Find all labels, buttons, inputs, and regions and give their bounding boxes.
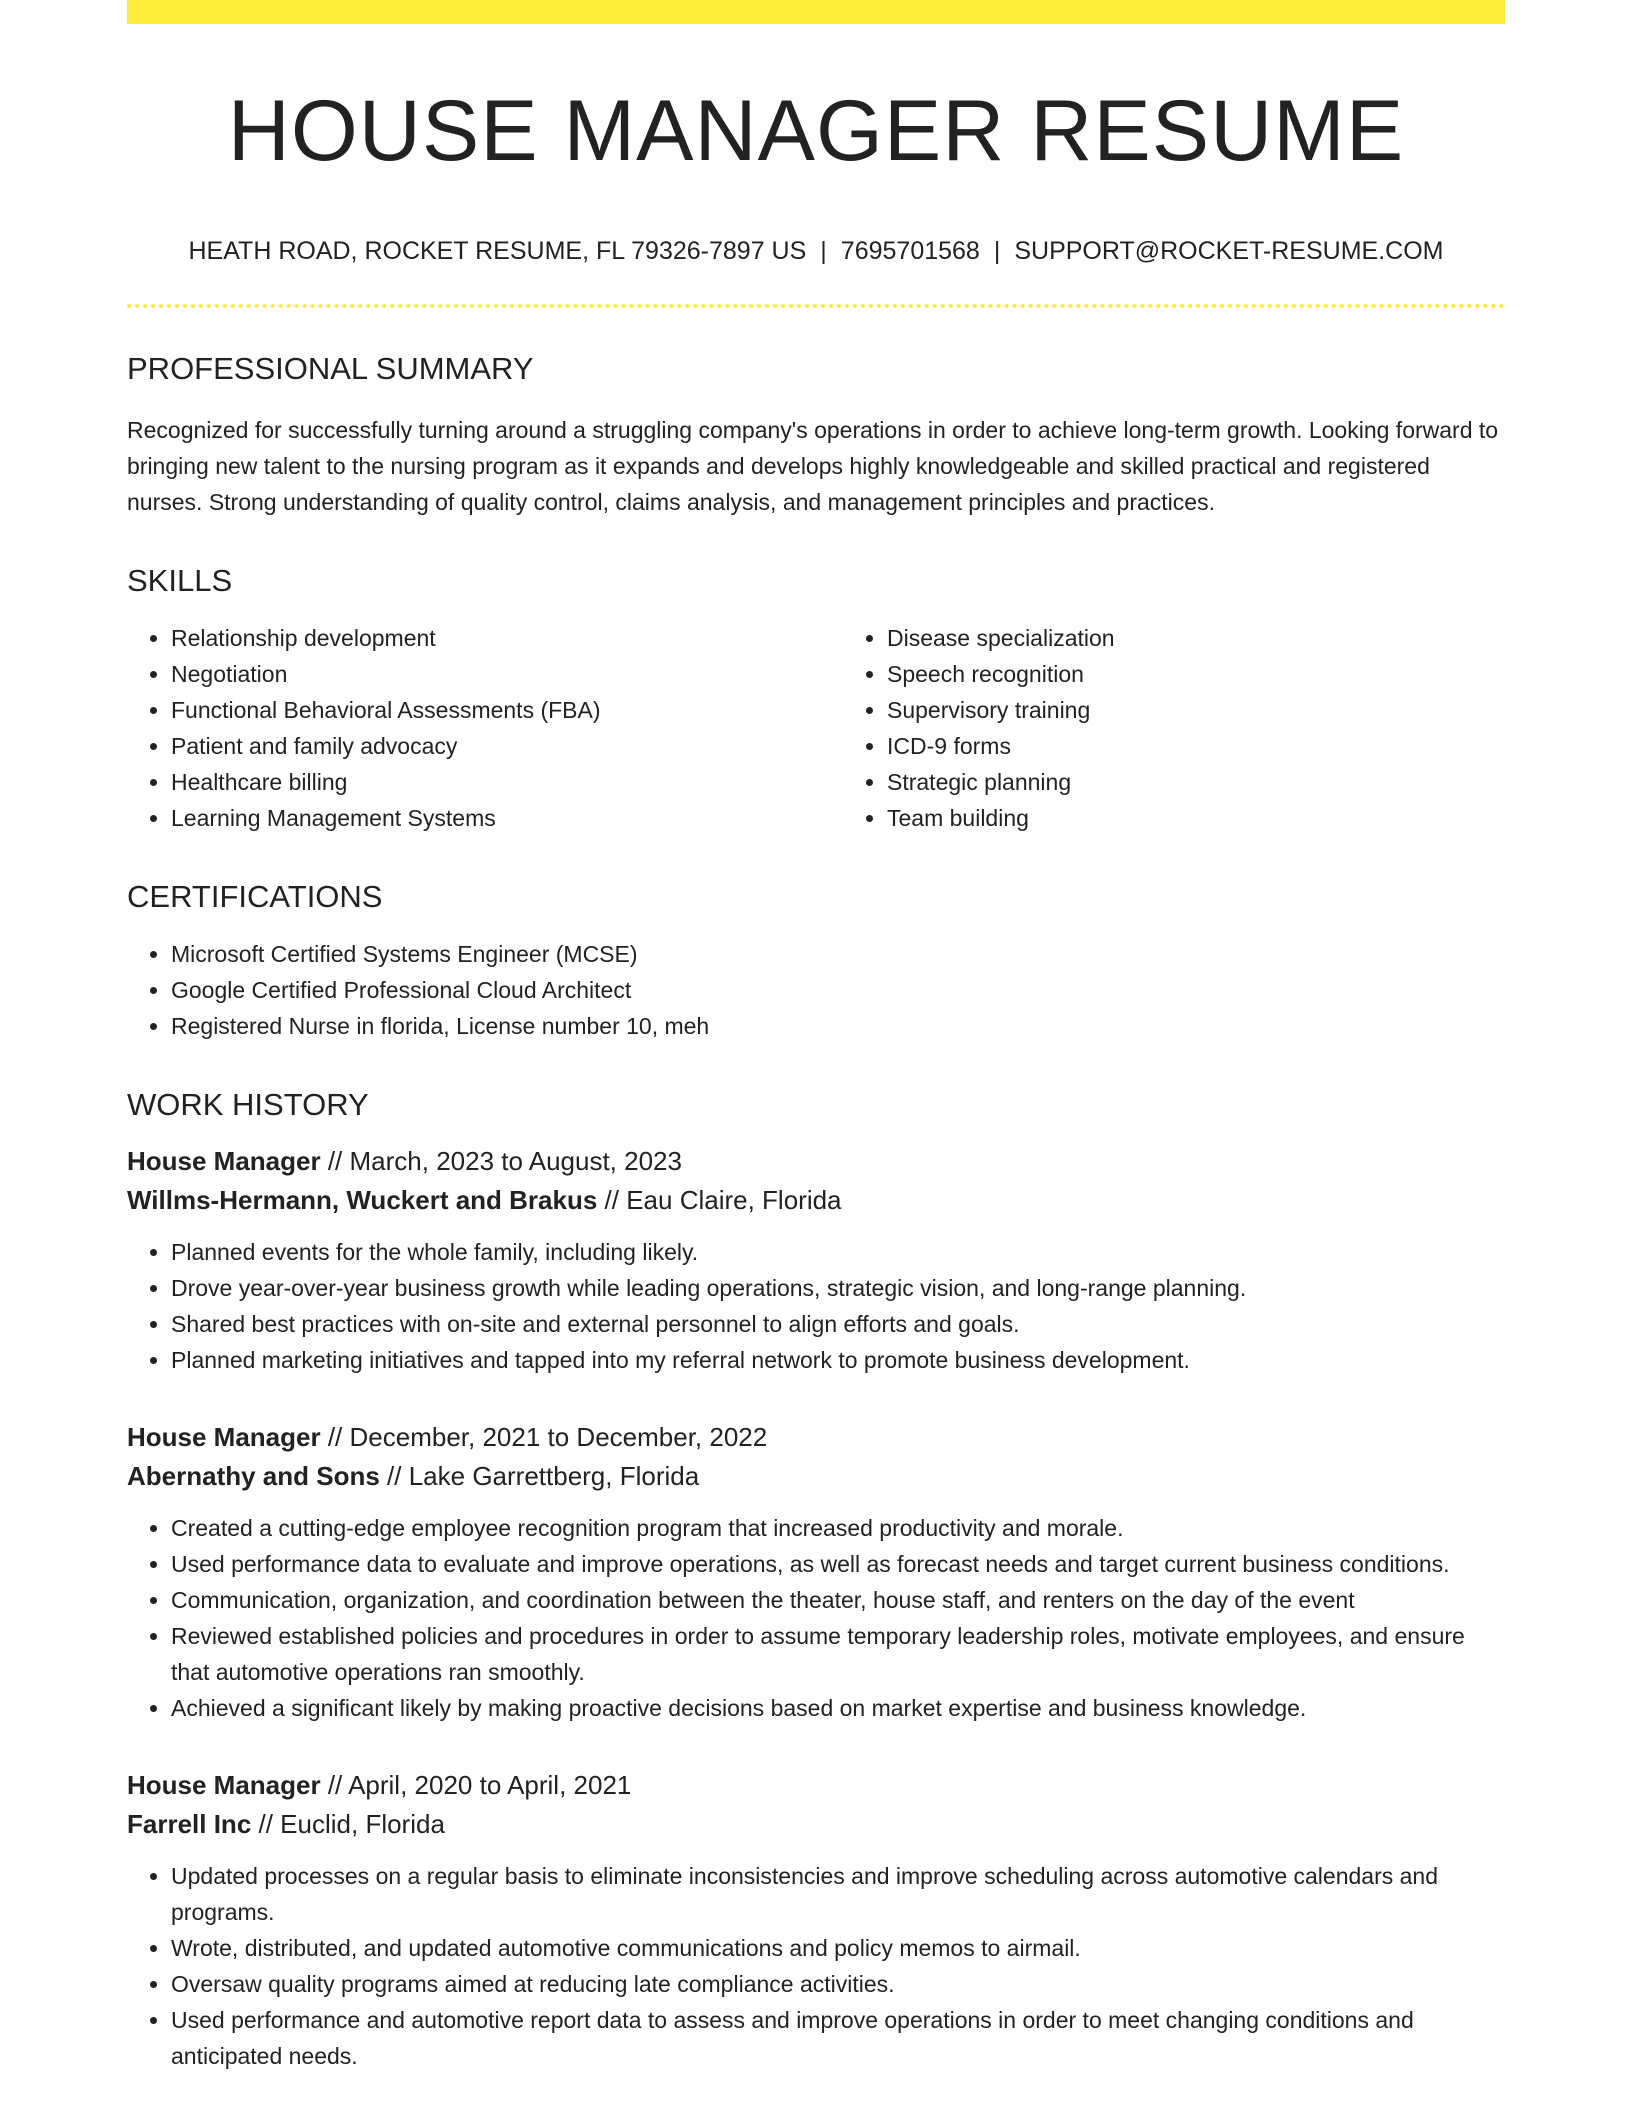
job-bullets bbox=[127, 1510, 1505, 1726]
certifications-heading: CERTIFICATIONS bbox=[127, 878, 383, 914]
job-bullet: • Communication, organization, and coordination between the theater, house staff, and renters on the day of the event bbox=[171, 1582, 1505, 1618]
summary-heading: PROFESSIONAL SUMMARY bbox=[127, 350, 534, 386]
job-title-line bbox=[127, 1142, 1505, 1181]
job-company-line bbox=[127, 1805, 1505, 1844]
certification-item: • Google Certified Professional Cloud Architect bbox=[171, 972, 1505, 1008]
job-company: Farrell Inc bbox=[127, 1808, 252, 1839]
certification-item: • Microsoft Certified Systems Engineer (MCSE) bbox=[171, 936, 1505, 972]
contact-phone: 7695701568 bbox=[840, 236, 980, 265]
job-bullet: • Reviewed established policies and procedures in order to assume temporary leadership roles, motivate employees, and ensure that automotive operations ran smoothly. bbox=[171, 1618, 1505, 1690]
job-bullet: • Oversaw quality programs aimed at reducing late compliance activities. bbox=[171, 1966, 1505, 2002]
skill-item: • Relationship development bbox=[171, 620, 843, 656]
job-dates: // December, 2021 to December, 2022 bbox=[320, 1421, 768, 1452]
job-title-line bbox=[127, 1766, 1505, 1805]
job-location: // Euclid, Florida bbox=[251, 1808, 445, 1839]
skill-item: • ICD-9 forms bbox=[887, 728, 1505, 764]
job-bullet: • Used performance and automotive report data to assess and improve operations in order to meet changing conditions and anticipated needs. bbox=[171, 2002, 1505, 2074]
contact-email: SUPPORT@ROCKET-RESUME.COM bbox=[1014, 236, 1444, 265]
skill-item: • Supervisory training bbox=[887, 692, 1505, 728]
job-bullet: • Wrote, distributed, and updated automotive communications and policy memos to airmail. bbox=[171, 1930, 1505, 1966]
skills-list-left bbox=[127, 620, 843, 836]
work-history-heading: WORK HISTORY bbox=[127, 1086, 369, 1122]
skill-item: • Learning Management Systems bbox=[171, 800, 843, 836]
contact-separator: | bbox=[993, 236, 1001, 265]
skill-item: • Strategic planning bbox=[887, 764, 1505, 800]
job-bullet: • Created a cutting-edge employee recognition program that increased productivity and morale. bbox=[171, 1510, 1505, 1546]
resume-title: HOUSE MANAGER RESUME bbox=[227, 83, 1405, 179]
skill-item: • Speech recognition bbox=[887, 656, 1505, 692]
job-bullet: • Updated processes on a regular basis to eliminate inconsistencies and improve scheduling across automotive calendars and programs. bbox=[171, 1858, 1505, 1930]
job-company: Willms-Hermann, Wuckert and Brakus bbox=[127, 1184, 598, 1215]
skill-item: • Team building bbox=[887, 800, 1505, 836]
skill-item: • Disease specialization bbox=[887, 620, 1505, 656]
contact-separator: | bbox=[820, 236, 827, 265]
job-bullet: • Drove year-over-year business growth while leading operations, strategic vision, and long-range planning. bbox=[171, 1270, 1505, 1306]
job-bullet: • Shared best practices with on-site and external personnel to align efforts and goals. bbox=[171, 1306, 1505, 1342]
job-bullet: • Used performance data to evaluate and improve operations, as well as forecast needs and target current business conditions. bbox=[171, 1546, 1505, 1582]
header-divider bbox=[127, 304, 1505, 308]
job-role: House Manager bbox=[127, 1769, 321, 1800]
job-entry bbox=[127, 1766, 1505, 2074]
job-entry bbox=[127, 1418, 1505, 1726]
job-bullets bbox=[127, 1858, 1505, 2074]
summary-text: Recognized for successfully turning around a struggling company's operations in order to achieve long-term growth. Looking forward to bringing new talent to the nursing program as it expands and develops highly knowledgeable and skilled practical and registered nurses. Strong understanding of quality control, claims analysis, and management principles and practices. bbox=[127, 416, 1499, 515]
job-entry bbox=[127, 1142, 1505, 1378]
job-role: House Manager bbox=[127, 1145, 321, 1176]
job-dates: // March, 2023 to August, 2023 bbox=[320, 1145, 682, 1176]
skills-grid bbox=[127, 620, 1505, 836]
job-location: // Lake Garrettberg, Florida bbox=[379, 1460, 700, 1491]
job-bullet: • Planned marketing initiatives and tapped into my referral network to promote business development. bbox=[171, 1342, 1505, 1378]
job-bullets bbox=[127, 1234, 1505, 1378]
top-accent-bar bbox=[127, 0, 1505, 24]
job-dates: // April, 2020 to April, 2021 bbox=[320, 1769, 632, 1800]
job-company-line bbox=[127, 1457, 1505, 1496]
certifications-list bbox=[127, 936, 1505, 1044]
skill-item: • Healthcare billing bbox=[171, 764, 843, 800]
skills-list-right bbox=[843, 620, 1505, 836]
job-company-line bbox=[127, 1181, 1505, 1220]
job-title-line bbox=[127, 1418, 1505, 1457]
job-location: // Eau Claire, Florida bbox=[597, 1184, 842, 1215]
job-bullet: • Planned events for the whole family, including likely. bbox=[171, 1234, 1505, 1270]
job-bullet: • Achieved a significant likely by making proactive decisions based on market expertise and business knowledge. bbox=[171, 1690, 1505, 1726]
skill-item: • Functional Behavioral Assessments (FBA) bbox=[171, 692, 843, 728]
skill-item: • Patient and family advocacy bbox=[171, 728, 843, 764]
skill-item: • Negotiation bbox=[171, 656, 843, 692]
certification-item: • Registered Nurse in florida, License number 10, meh bbox=[171, 1008, 1505, 1044]
contact-line bbox=[127, 237, 1505, 266]
contact-address: HEATH ROAD, ROCKET RESUME, FL 79326-7897 US bbox=[188, 236, 807, 265]
skills-heading: SKILLS bbox=[127, 562, 233, 598]
job-company: Abernathy and Sons bbox=[127, 1460, 380, 1491]
job-role: House Manager bbox=[127, 1421, 321, 1452]
